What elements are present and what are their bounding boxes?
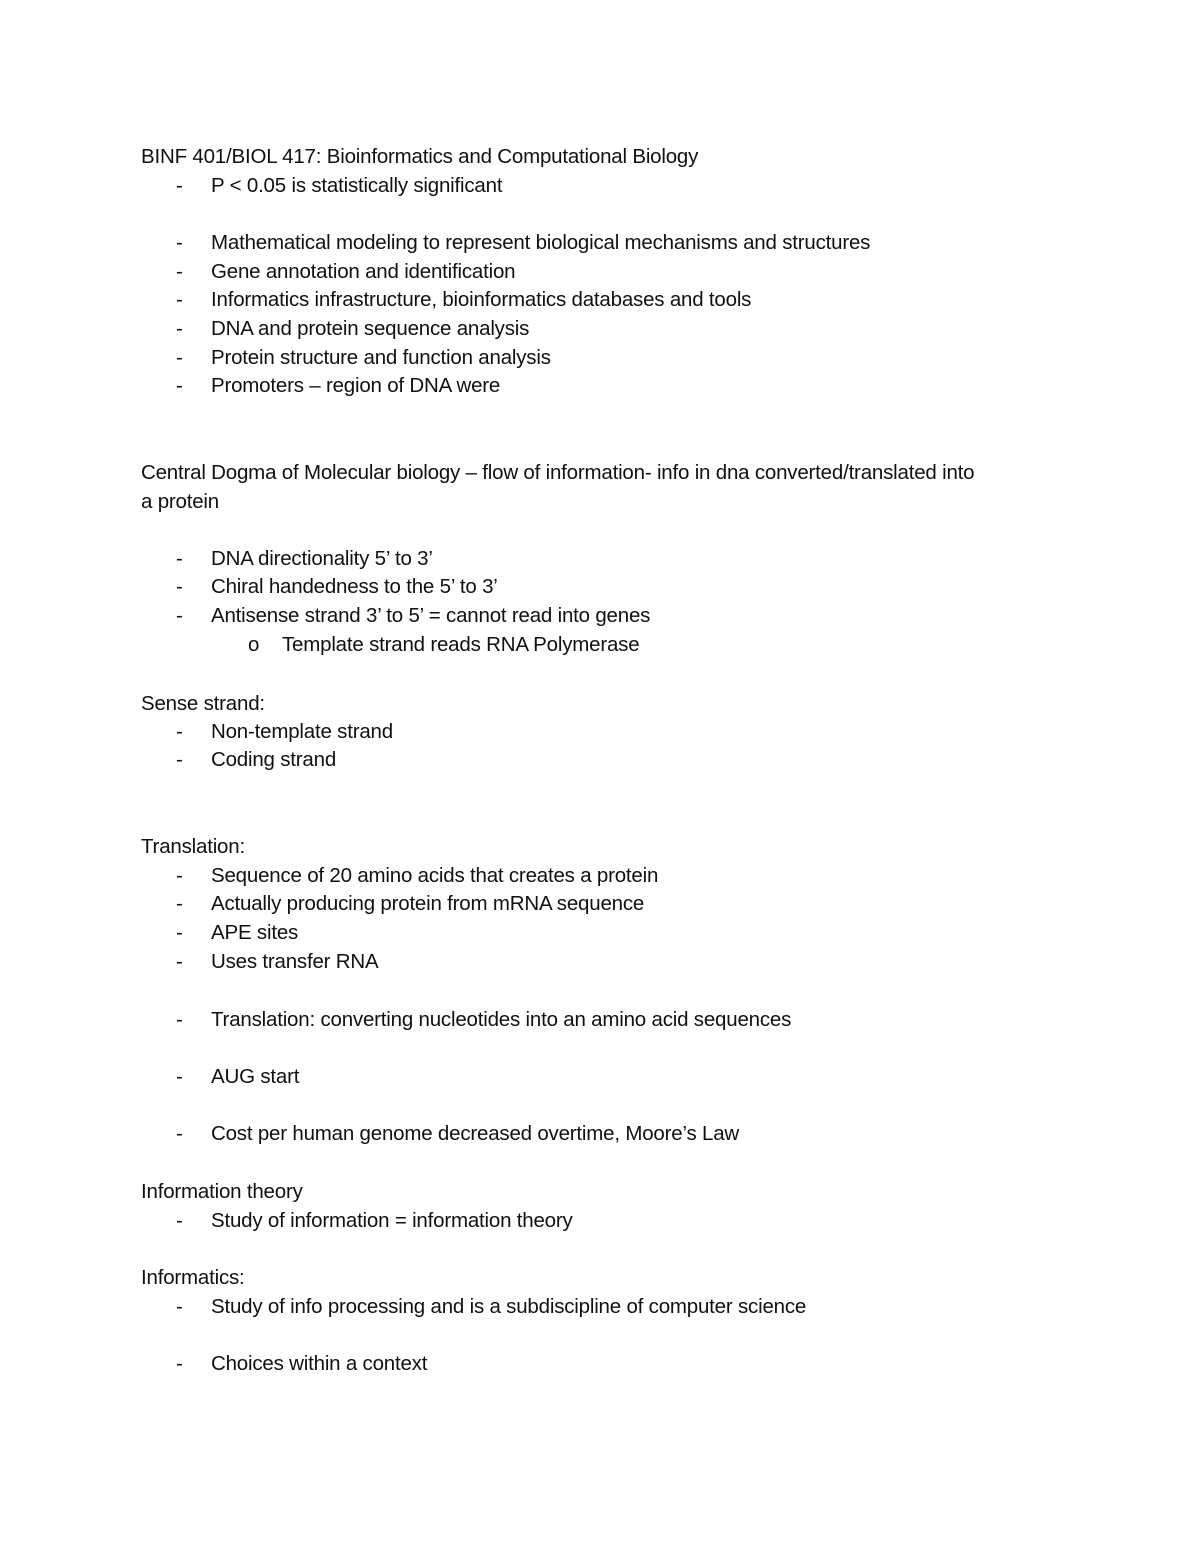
list-bullet: - xyxy=(176,921,183,944)
sub-bullet: o xyxy=(248,633,260,656)
list-item: Gene annotation and identification xyxy=(211,260,516,283)
list-item: APE sites xyxy=(211,921,299,944)
list-item: Protein structure and function analysis xyxy=(211,346,551,369)
list-bullet: - xyxy=(176,288,183,311)
list-item: Sequence of 20 amino acids that creates a protein xyxy=(211,864,659,887)
sub-list-item: Template strand reads RNA Polymerase xyxy=(282,633,640,656)
list-bullet: - xyxy=(176,1008,183,1031)
informatics-heading: Informatics: xyxy=(141,1266,245,1289)
list-bullet: - xyxy=(176,1122,183,1145)
list-item: Promoters – region of DNA were xyxy=(211,374,501,397)
list-item: Mathematical modeling to represent biological mechanisms and structures xyxy=(211,231,871,254)
list-bullet: - xyxy=(176,1209,183,1232)
list-item: Cost per human genome decreased overtime, Moore’s Law xyxy=(211,1122,739,1145)
list-item: Uses transfer RNA xyxy=(211,950,379,973)
list-bullet: - xyxy=(176,604,183,627)
list-item: Study of information = information theory xyxy=(211,1209,573,1232)
list-bullet: - xyxy=(176,1295,183,1318)
list-item: Choices within a context xyxy=(211,1352,428,1375)
document-title: BINF 401/BIOL 417: Bioinformatics and Computational Biology xyxy=(141,145,699,168)
list-bullet: - xyxy=(176,374,183,397)
list-bullet: - xyxy=(176,864,183,887)
list-item: Chiral handedness to the 5’ to 3’ xyxy=(211,575,498,598)
list-bullet: - xyxy=(176,260,183,283)
list-bullet: - xyxy=(176,720,183,743)
list-bullet: - xyxy=(176,575,183,598)
list-item: DNA directionality 5’ to 3’ xyxy=(211,547,433,570)
list-item: Antisense strand 3’ to 5’ = cannot read into genes xyxy=(211,604,651,627)
list-item: Study of info processing and is a subdiscipline of computer science xyxy=(211,1295,807,1318)
list-bullet: - xyxy=(176,346,183,369)
list-item: P < 0.05 is statistically significant xyxy=(211,174,503,197)
list-item: Informatics infrastructure, bioinformatics databases and tools xyxy=(211,288,752,311)
central-dogma-heading: Central Dogma of Molecular biology – flow of information- info in dna converted/translated into xyxy=(141,461,975,484)
translation-heading: Translation: xyxy=(141,835,245,858)
list-bullet: - xyxy=(176,317,183,340)
list-bullet: - xyxy=(176,1352,183,1375)
list-bullet: - xyxy=(176,1065,183,1088)
information-theory-heading: Information theory xyxy=(141,1180,303,1203)
list-item: Translation: converting nucleotides into an amino acid sequences xyxy=(211,1008,792,1031)
sense-strand-heading: Sense strand: xyxy=(141,692,265,715)
list-bullet: - xyxy=(176,547,183,570)
list-bullet: - xyxy=(176,231,183,254)
list-bullet: - xyxy=(176,950,183,973)
central-dogma-heading-cont: a protein xyxy=(141,490,219,513)
list-item: Non-template strand xyxy=(211,720,393,743)
list-item: AUG start xyxy=(211,1065,300,1088)
list-item: Actually producing protein from mRNA sequence xyxy=(211,892,645,915)
list-item: Coding strand xyxy=(211,748,337,771)
list-item: DNA and protein sequence analysis xyxy=(211,317,530,340)
list-bullet: - xyxy=(176,892,183,915)
list-bullet: - xyxy=(176,748,183,771)
list-bullet: - xyxy=(176,174,183,197)
